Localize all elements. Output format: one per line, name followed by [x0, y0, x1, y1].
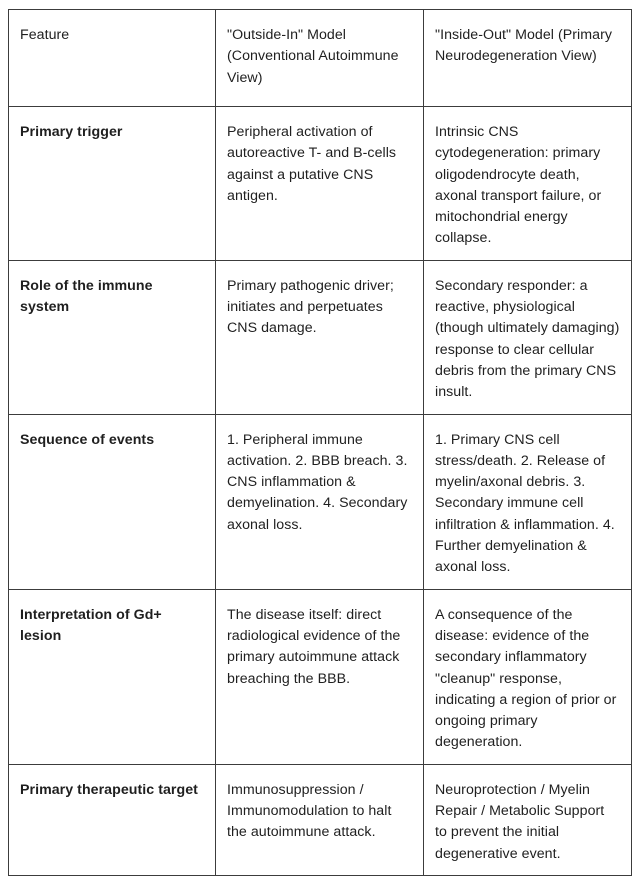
comparison-table-container — [8, 9, 631, 876]
row-inside-out: Intrinsic CNS cytodegeneration: primary oligodendrocyte death, axonal transport failure, or mitochondrial energy collapse. — [424, 107, 632, 261]
row-outside-in: Primary pathogenic driver; initiates and perpetuates CNS damage. — [216, 260, 424, 414]
table-row — [9, 764, 632, 875]
row-feature: Primary trigger — [9, 107, 216, 261]
row-feature: Role of the immune system — [9, 260, 216, 414]
row-outside-in: The disease itself: direct radiological evidence of the primary autoimmune attack breaching the BBB. — [216, 589, 424, 764]
table-row — [9, 107, 632, 261]
header-feature: Feature — [9, 10, 216, 107]
row-outside-in: Immunosuppression / Immunomodulation to halt the autoimmune attack. — [216, 764, 424, 875]
comparison-table — [8, 9, 632, 876]
row-inside-out: 1. Primary CNS cell stress/death. 2. Release of myelin/axonal debris. 3. Secondary immune cell infiltration & inflammation. 4. Further demyelination & axonal loss. — [424, 414, 632, 589]
row-outside-in: Peripheral activation of autoreactive T- and B-cells against a putative CNS antigen. — [216, 107, 424, 261]
row-inside-out: Secondary responder: a reactive, physiological (though ultimately damaging) response to clear cellular debris from the primary CNS insult. — [424, 260, 632, 414]
row-feature: Interpretation of Gd+ lesion — [9, 589, 216, 764]
row-feature: Sequence of events — [9, 414, 216, 589]
row-feature: Primary therapeutic target — [9, 764, 216, 875]
row-inside-out: Neuroprotection / Myelin Repair / Metabolic Support to prevent the initial degenerative event. — [424, 764, 632, 875]
table-header-row — [9, 10, 632, 107]
row-outside-in: 1. Peripheral immune activation. 2. BBB breach. 3. CNS inflammation & demyelination. 4. Secondary axonal loss. — [216, 414, 424, 589]
row-inside-out: A consequence of the disease: evidence of the secondary inflammatory "cleanup" response, indicating a region of prior or ongoing primary degeneration. — [424, 589, 632, 764]
table-row — [9, 589, 632, 764]
header-inside-out: "Inside-Out" Model (Primary Neurodegeneration View) — [424, 10, 632, 107]
table-row — [9, 414, 632, 589]
table-row — [9, 260, 632, 414]
header-outside-in: "Outside-In" Model (Conventional Autoimmune View) — [216, 10, 424, 107]
